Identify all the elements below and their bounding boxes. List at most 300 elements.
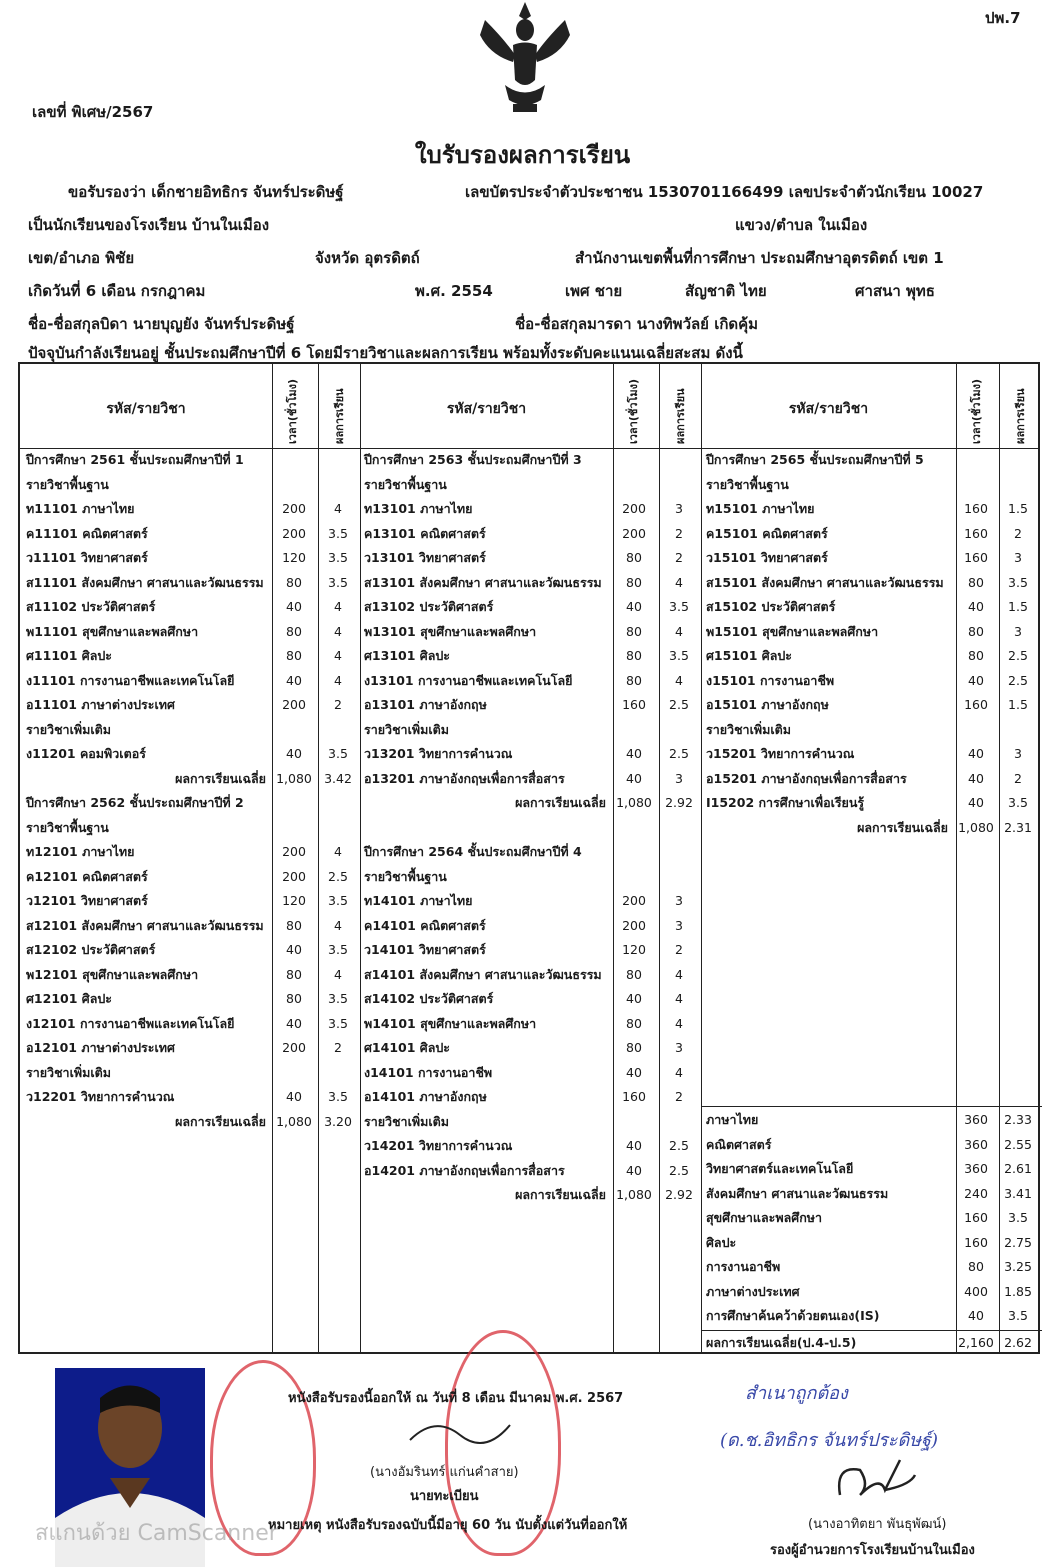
grade-value: 4 bbox=[334, 501, 342, 516]
subject-row bbox=[706, 1182, 1038, 1207]
hours-value: 80 bbox=[626, 574, 642, 590]
hours-value: 200 bbox=[622, 917, 646, 933]
subject-name: ท11101 ภาษาไทย bbox=[26, 501, 135, 516]
hours-value: 160 bbox=[964, 697, 988, 712]
subject-name: ส13101 สังคมศึกษา ศาสนาและวัฒนธรรม bbox=[364, 574, 602, 590]
subject-name: ง11201 คอมพิวเตอร์ bbox=[26, 746, 146, 761]
subject-name: อ15101 ภาษาอังกฤษ bbox=[706, 697, 829, 712]
subject-row bbox=[364, 522, 699, 547]
director-signature bbox=[830, 1455, 920, 1505]
grade-value: 3 bbox=[675, 770, 683, 786]
average-row bbox=[26, 1110, 360, 1135]
hours-value: 80 bbox=[286, 917, 302, 933]
subject-name: พ11101 สุขศึกษาและพลศึกษา bbox=[26, 623, 199, 639]
hours-value: 80 bbox=[286, 648, 302, 663]
hours-value: 80 bbox=[968, 648, 984, 663]
subject-name: ว15201 วิทยาการคำนวณ bbox=[706, 746, 855, 761]
subject-name: ค11101 คณิตศาสตร์ bbox=[26, 525, 148, 541]
subject-row bbox=[706, 791, 1038, 816]
hours-value: 1,080 bbox=[958, 819, 994, 835]
hours-value: 160 bbox=[964, 525, 988, 541]
subject-row bbox=[706, 1133, 1038, 1158]
director-title: รองผู้อำนวยการโรงเรียนบ้านในเมือง bbox=[770, 1543, 975, 1558]
hours-value: 40 bbox=[626, 1162, 642, 1178]
subject-name: รายวิชาพื้นฐาน bbox=[364, 476, 447, 492]
grade-value: 2.55 bbox=[1004, 1136, 1032, 1152]
subject-name: รายวิชาพื้นฐาน bbox=[26, 819, 109, 835]
subject-name: ส11102 ประวัติศาสตร์ bbox=[26, 599, 156, 614]
subject-row bbox=[26, 718, 360, 743]
grade-value: 2.92 bbox=[665, 795, 693, 810]
grade-value: 2 bbox=[675, 550, 683, 565]
subject-row bbox=[26, 963, 360, 988]
subject-name: รายวิชาเพิ่มเติม bbox=[706, 721, 791, 737]
hours-value: 200 bbox=[282, 501, 306, 516]
hours-value: 40 bbox=[968, 1308, 984, 1323]
subject-row bbox=[26, 546, 360, 571]
mother-name-line: ชื่อ-ชื่อสกุลมารดา นางทิพวัลย์ เกิดคุ้ม bbox=[515, 315, 759, 333]
subject-name: ง13101 การงานอาชีพและเทคโนโลยี bbox=[364, 672, 573, 688]
subject-name: ผลการเรียนเฉลี่ย bbox=[515, 795, 606, 810]
birth-date-line: เกิดวันที่ 6 เดือน กรกฎาคม bbox=[28, 282, 206, 300]
grade-value: 2.5 bbox=[328, 868, 348, 884]
grade-value: 3 bbox=[1014, 746, 1022, 761]
subject-row bbox=[706, 1304, 1038, 1329]
province-line: จังหวัด อุตรดิตถ์ bbox=[315, 249, 420, 267]
subject-name: รายวิชาเพิ่มเติม bbox=[26, 721, 111, 737]
subject-row bbox=[364, 1085, 699, 1110]
subject-row bbox=[364, 938, 699, 963]
subject-row bbox=[364, 448, 699, 473]
grade-value: 2.75 bbox=[1004, 1234, 1032, 1250]
grade-value: 2 bbox=[1014, 525, 1022, 541]
hours-value: 80 bbox=[968, 574, 984, 590]
grade-value: 4 bbox=[675, 966, 683, 982]
column-years-3-4 bbox=[364, 448, 699, 1208]
hours-value: 360 bbox=[964, 1112, 988, 1127]
subject-row bbox=[706, 522, 1038, 547]
subject-name: ค14101 คณิตศาสตร์ bbox=[364, 917, 486, 933]
subject-name: ว11101 วิทยาศาสตร์ bbox=[26, 550, 148, 565]
grade-value: 3.5 bbox=[1008, 795, 1028, 810]
grade-value: 3.42 bbox=[324, 770, 352, 786]
grade-value: 1.5 bbox=[1008, 599, 1028, 614]
hours-value: 160 bbox=[964, 1210, 988, 1225]
grade-value: 2 bbox=[334, 1040, 342, 1055]
subject-name: ท14101 ภาษาไทย bbox=[364, 893, 473, 908]
subject-row bbox=[706, 571, 1038, 596]
subject-row bbox=[26, 1085, 360, 1110]
grade-value: 3.20 bbox=[324, 1113, 352, 1129]
subject-name: การศึกษาค้นคว้าด้วยตนเอง(IS) bbox=[706, 1308, 880, 1323]
subject-name: รายวิชาพื้นฐาน bbox=[364, 868, 447, 884]
grade-value: 2.5 bbox=[669, 697, 689, 712]
birth-year: พ.ศ. 2554 bbox=[415, 282, 493, 300]
subject-row bbox=[706, 1280, 1038, 1305]
hours-value: 1,080 bbox=[276, 1113, 312, 1129]
subject-name: ผลการเรียนเฉลี่ย bbox=[515, 1187, 606, 1202]
subject-row bbox=[364, 1061, 699, 1086]
subject-name: อ13101 ภาษาอังกฤษ bbox=[364, 697, 487, 712]
header-subject-3: รหัส/รายวิชา bbox=[788, 401, 869, 417]
subject-name: รายวิชาพื้นฐาน bbox=[26, 476, 109, 492]
subject-name: พ12101 สุขศึกษาและพลศึกษา bbox=[26, 966, 199, 982]
grade-value: 2 bbox=[675, 1089, 683, 1104]
subject-row bbox=[706, 1157, 1038, 1182]
hours-value: 40 bbox=[626, 1064, 642, 1080]
grade-value: 4 bbox=[675, 1064, 683, 1080]
subject-name: อ14101 ภาษาอังกฤษ bbox=[364, 1089, 487, 1104]
hours-value: 160 bbox=[622, 1089, 646, 1104]
grade-value: 2.5 bbox=[1008, 648, 1028, 663]
religion: ศาสนา พุทธ bbox=[855, 282, 935, 300]
average-row bbox=[364, 791, 699, 816]
subject-name: รายวิชาเพิ่มเติม bbox=[26, 1064, 111, 1080]
subject-name: ว13201 วิทยาการคำนวณ bbox=[364, 746, 513, 761]
header-hours-3: เวลา(ชั่วโมง) bbox=[970, 378, 983, 444]
subject-name: ว13101 วิทยาศาสตร์ bbox=[364, 550, 486, 565]
grade-value: 2.5 bbox=[1008, 672, 1028, 688]
subject-name: รายวิชาเพิ่มเติม bbox=[364, 721, 449, 737]
grade-value: 2.92 bbox=[665, 1187, 693, 1202]
hours-value: 80 bbox=[968, 1259, 984, 1274]
hours-value: 40 bbox=[286, 672, 302, 688]
subject-row bbox=[706, 1255, 1038, 1280]
subject-name: ง14101 การงานอาชีพ bbox=[364, 1064, 493, 1080]
subject-name: ง12101 การงานอาชีพและเทคโนโลยี bbox=[26, 1015, 235, 1031]
subject-row bbox=[706, 767, 1038, 792]
grade-value: 3 bbox=[675, 917, 683, 933]
hours-value: 2,160 bbox=[958, 1335, 994, 1350]
subject-name: รายวิชาพื้นฐาน bbox=[706, 476, 789, 492]
grade-value: 3 bbox=[675, 501, 683, 516]
grade-value: 3.5 bbox=[1008, 1308, 1028, 1323]
subject-name: ศ11101 ศิลปะ bbox=[26, 648, 113, 663]
hours-value: 200 bbox=[622, 525, 646, 541]
subject-name: ส11101 สังคมศึกษา ศาสนาและวัฒนธรรม bbox=[26, 574, 264, 590]
subject-name: ท13101 ภาษาไทย bbox=[364, 501, 473, 516]
sex: เพศ ชาย bbox=[565, 282, 623, 300]
subject-row bbox=[364, 693, 699, 718]
grade-value: 2.5 bbox=[669, 1138, 689, 1153]
grade-value: 2 bbox=[1014, 770, 1022, 786]
subject-name: ส12101 สังคมศึกษา ศาสนาและวัฒนธรรม bbox=[26, 917, 264, 933]
subject-row bbox=[26, 889, 360, 914]
subject-name: วิทยาศาสตร์และเทคโนโลยี bbox=[706, 1161, 854, 1176]
hours-value: 1,080 bbox=[276, 770, 312, 786]
subject-name: ส15101 สังคมศึกษา ศาสนาและวัฒนธรรม bbox=[706, 574, 944, 590]
student-id-line: เลขบัตรประจำตัวประชาชน 1530701166499 เลขประจำตัวนักเรียน 10027 bbox=[465, 183, 984, 201]
hours-value: 200 bbox=[282, 697, 306, 712]
school-line: เป็นนักเรียนของโรงเรียน บ้านในเมือง bbox=[28, 216, 270, 234]
hours-value: 160 bbox=[622, 697, 646, 712]
subject-row bbox=[26, 987, 360, 1012]
subject-row bbox=[364, 816, 699, 841]
subject-row bbox=[26, 840, 360, 865]
scanner-watermark: สแกนด้วย CamScanner bbox=[35, 1521, 278, 1546]
grade-value: 1.5 bbox=[1008, 697, 1028, 712]
grade-value: 3.5 bbox=[328, 746, 348, 761]
subject-name: พ13101 สุขศึกษาและพลศึกษา bbox=[364, 623, 537, 639]
grade-value: 2.5 bbox=[669, 746, 689, 761]
grade-value: 3.5 bbox=[328, 991, 348, 1006]
subject-row bbox=[26, 571, 360, 596]
subject-row bbox=[26, 865, 360, 890]
hours-value: 40 bbox=[968, 746, 984, 761]
subject-row bbox=[364, 571, 699, 596]
hours-value: 80 bbox=[626, 550, 642, 565]
average-row bbox=[26, 767, 360, 792]
subject-name: ส13102 ประวัติศาสตร์ bbox=[364, 599, 494, 614]
subject-row bbox=[364, 840, 699, 865]
subject-row bbox=[706, 1206, 1038, 1231]
subject-row bbox=[364, 669, 699, 694]
average-row bbox=[364, 1183, 699, 1208]
subject-name: ศ13101 ศิลปะ bbox=[364, 648, 451, 663]
subject-row bbox=[364, 497, 699, 522]
grade-value: 4 bbox=[334, 599, 342, 614]
hours-value: 120 bbox=[282, 893, 306, 908]
hours-value: 80 bbox=[286, 966, 302, 982]
hours-value: 40 bbox=[626, 599, 642, 614]
hours-value: 80 bbox=[626, 648, 642, 663]
subject-row bbox=[706, 742, 1038, 767]
grade-value: 2.62 bbox=[1004, 1335, 1032, 1350]
subject-name: ว14201 วิทยาการคำนวณ bbox=[364, 1138, 513, 1153]
subject-name: ศ15101 ศิลปะ bbox=[706, 648, 793, 663]
hours-value: 200 bbox=[282, 844, 306, 859]
registrar-title: นายทะเบียน bbox=[410, 1489, 479, 1504]
subject-name: การงานอาชีพ bbox=[706, 1259, 781, 1274]
subject-row bbox=[364, 889, 699, 914]
hours-value: 40 bbox=[286, 746, 302, 761]
subject-name: พ15101 สุขศึกษาและพลศึกษา bbox=[706, 623, 879, 639]
subject-name: ศ12101 ศิลปะ bbox=[26, 991, 113, 1006]
hours-value: 40 bbox=[286, 1015, 302, 1031]
subject-row bbox=[364, 1012, 699, 1037]
subject-name: ส14101 สังคมศึกษา ศาสนาและวัฒนธรรม bbox=[364, 966, 602, 982]
subject-row bbox=[364, 644, 699, 669]
grade-value: 1.85 bbox=[1004, 1283, 1032, 1299]
subject-row bbox=[364, 718, 699, 743]
subject-row bbox=[364, 914, 699, 939]
subject-row bbox=[364, 963, 699, 988]
hours-value: 40 bbox=[626, 991, 642, 1006]
column-year-5 bbox=[706, 448, 1038, 840]
header-subject-2: รหัส/รายวิชา bbox=[446, 401, 527, 417]
hours-value: 200 bbox=[282, 1040, 306, 1055]
hours-value: 80 bbox=[968, 623, 984, 639]
subject-name: ผลการเรียนเฉลี่ย(ป.4-ป.5) bbox=[706, 1335, 857, 1350]
hours-value: 120 bbox=[282, 550, 306, 565]
subject-name: ส12102 ประวัติศาสตร์ bbox=[26, 942, 156, 957]
grade-value: 3.5 bbox=[328, 942, 348, 957]
hours-value: 80 bbox=[626, 623, 642, 639]
subject-row bbox=[364, 865, 699, 890]
subject-name: ส15102 ประวัติศาสตร์ bbox=[706, 599, 836, 614]
registrar-signature bbox=[405, 1410, 515, 1450]
hours-value: 1,080 bbox=[616, 795, 652, 810]
director-name: (นางอาทิตยา พันธุพัฒน์) bbox=[808, 1517, 947, 1532]
subject-row bbox=[706, 644, 1038, 669]
subject-row bbox=[706, 1108, 1038, 1133]
subject-row bbox=[364, 620, 699, 645]
grade-value: 2.5 bbox=[669, 1162, 689, 1178]
subject-row bbox=[364, 595, 699, 620]
subject-name: ท12101 ภาษาไทย bbox=[26, 844, 135, 859]
subject-name: ภาษาไทย bbox=[706, 1112, 759, 1127]
hours-value: 160 bbox=[964, 501, 988, 516]
header-grade-3: ผลการเรียน bbox=[1014, 388, 1027, 444]
grade-value: 2 bbox=[334, 697, 342, 712]
subject-row bbox=[26, 1061, 360, 1086]
subject-row bbox=[26, 1036, 360, 1061]
subject-row bbox=[364, 1134, 699, 1159]
subject-row bbox=[26, 473, 360, 498]
hours-value: 360 bbox=[964, 1161, 988, 1176]
hours-value: 80 bbox=[626, 1015, 642, 1031]
issue-date: หนังสือรับรองนี้ออกให้ ณ วันที่ 8 เดือน มีนาคม พ.ศ. 2567 bbox=[288, 1391, 624, 1406]
subject-name: ง15101 การงานอาชีพ bbox=[706, 672, 835, 688]
subject-row bbox=[706, 497, 1038, 522]
grade-value: 4 bbox=[675, 1015, 683, 1031]
hours-value: 1,080 bbox=[616, 1187, 652, 1202]
subject-row bbox=[706, 595, 1038, 620]
header-hours-1: เวลา(ชั่วโมง) bbox=[286, 378, 299, 444]
grade-value: 2.31 bbox=[1004, 819, 1032, 835]
subject-name: สุขศึกษาและพลศึกษา bbox=[706, 1210, 823, 1225]
subject-row bbox=[364, 1110, 699, 1135]
grade-value: 3 bbox=[675, 1040, 683, 1055]
subject-row bbox=[26, 669, 360, 694]
subject-row bbox=[706, 620, 1038, 645]
subject-name: ค13101 คณิตศาสตร์ bbox=[364, 525, 486, 541]
hours-value: 160 bbox=[964, 550, 988, 565]
hours-value: 80 bbox=[286, 574, 302, 590]
grade-value: 4 bbox=[334, 672, 342, 688]
grade-value: 3.5 bbox=[328, 893, 348, 908]
subject-name: ภาษาต่างประเทศ bbox=[706, 1283, 800, 1299]
hours-value: 40 bbox=[286, 1089, 302, 1104]
hours-value: 200 bbox=[622, 501, 646, 516]
subject-row bbox=[26, 791, 360, 816]
summary-total bbox=[706, 1331, 1038, 1356]
subject-row bbox=[364, 1036, 699, 1061]
hours-value: 400 bbox=[964, 1283, 988, 1299]
subject-name: อ15201 ภาษาอังกฤษเพื่อการสื่อสาร bbox=[706, 770, 907, 786]
grade-value: 4 bbox=[334, 648, 342, 663]
hours-value: 80 bbox=[626, 1040, 642, 1055]
subject-name: ว15101 วิทยาศาสตร์ bbox=[706, 550, 828, 565]
header-grade-1: ผลการเรียน bbox=[333, 388, 346, 444]
subject-row bbox=[364, 546, 699, 571]
subject-name: อ11101 ภาษาต่างประเทศ bbox=[26, 697, 175, 712]
grade-value: 3.5 bbox=[669, 648, 689, 663]
student-name-line: ขอรับรองว่า เด็กชายอิทธิกร จันทร์ประดิษฐ์ bbox=[68, 183, 344, 201]
grade-value: 4 bbox=[675, 574, 683, 590]
subject-row bbox=[26, 620, 360, 645]
grade-value: 3 bbox=[1014, 550, 1022, 565]
subject-row bbox=[706, 448, 1038, 473]
grade-value: 4 bbox=[675, 623, 683, 639]
subdistrict-line: แขวง/ตำบล ในเมือง bbox=[735, 216, 868, 234]
registrar-name: (นางอัมรินทร์ แก่นคำสาย) bbox=[370, 1465, 519, 1480]
grade-value: 4 bbox=[675, 672, 683, 688]
subject-name: ว12201 วิทยาการคำนวณ bbox=[26, 1089, 175, 1104]
grade-value: 2.33 bbox=[1004, 1112, 1032, 1127]
subject-row bbox=[26, 522, 360, 547]
subject-name: คณิตศาสตร์ bbox=[706, 1136, 772, 1152]
hours-value: 200 bbox=[622, 893, 646, 908]
subject-name: รายวิชาเพิ่มเติม bbox=[364, 1113, 449, 1129]
hours-value: 40 bbox=[286, 599, 302, 614]
grade-value: 3.5 bbox=[328, 1089, 348, 1104]
validity-note: หมายเหตุ หนังสือรับรองฉบับนี้มีอายุ 60 วัน นับตั้งแต่วันที่ออกให้ bbox=[268, 1518, 628, 1533]
form-number: ปพ.7 bbox=[985, 9, 1021, 27]
district-line: เขต/อำเภอ พิชัย bbox=[28, 249, 135, 267]
grade-value: 4 bbox=[334, 966, 342, 982]
grade-value: 2 bbox=[675, 525, 683, 541]
hours-value: 80 bbox=[626, 672, 642, 688]
hours-value: 80 bbox=[286, 623, 302, 639]
hours-value: 40 bbox=[626, 746, 642, 761]
subject-row bbox=[26, 497, 360, 522]
current-level-line: ปัจจุบันกำลังเรียนอยู่ ชั้นประถมศึกษาปีที่ 6 โดยมีรายวิชาและผลการเรียน พร้อมทั้งระดับคะแนนเฉลี่ยสะสม ดังนี้ bbox=[28, 344, 743, 362]
grade-value: 3.5 bbox=[669, 599, 689, 614]
grade-value: 1.5 bbox=[1008, 501, 1028, 516]
subject-row bbox=[364, 1159, 699, 1184]
subject-row bbox=[706, 1231, 1038, 1256]
subject-name: ปีการศึกษา 2563 ชั้นประถมศึกษาปีที่ 3 bbox=[364, 452, 582, 467]
subject-row bbox=[364, 473, 699, 498]
grade-value: 3 bbox=[675, 893, 683, 908]
subject-row bbox=[26, 644, 360, 669]
hours-value: 200 bbox=[282, 525, 306, 541]
grade-value: 2.61 bbox=[1004, 1161, 1032, 1176]
subject-row bbox=[26, 816, 360, 841]
grade-value: 3.25 bbox=[1004, 1259, 1032, 1274]
subject-row bbox=[706, 1331, 1038, 1356]
subject-name: I15202 การศึกษาเพื่อเรียนรู้ bbox=[706, 795, 865, 810]
hours-value: 120 bbox=[622, 942, 646, 957]
subject-row bbox=[706, 473, 1038, 498]
subject-name: ง11101 การงานอาชีพและเทคโนโลยี bbox=[26, 672, 235, 688]
hours-value: 40 bbox=[968, 599, 984, 614]
subject-name: ท15101 ภาษาไทย bbox=[706, 501, 815, 516]
grade-value: 3.5 bbox=[1008, 574, 1028, 590]
subject-name: ว12101 วิทยาศาสตร์ bbox=[26, 893, 148, 908]
hours-value: 40 bbox=[968, 795, 984, 810]
hours-value: 240 bbox=[964, 1185, 988, 1201]
certified-copy-note: สำเนาถูกต้อง bbox=[745, 1383, 848, 1404]
hours-value: 160 bbox=[964, 1234, 988, 1250]
subject-row bbox=[26, 914, 360, 939]
education-area-line: สำนักงานเขตพื้นที่การศึกษา ประถมศึกษาอุตรดิตถ์ เขต 1 bbox=[575, 249, 944, 267]
subject-row bbox=[706, 718, 1038, 743]
subject-name: ส14102 ประวัติศาสตร์ bbox=[364, 991, 494, 1006]
subject-name: ปีการศึกษา 2561 ชั้นประถมศึกษาปีที่ 1 bbox=[26, 452, 244, 467]
father-name-line: ชื่อ-ชื่อสกุลบิดา นายบุญยัง จันทร์ประดิษฐ์ bbox=[28, 315, 295, 333]
grade-value: 4 bbox=[334, 623, 342, 639]
subject-row bbox=[26, 693, 360, 718]
header-grade-2: ผลการเรียน bbox=[674, 388, 687, 444]
subject-row bbox=[706, 546, 1038, 571]
hours-value: 40 bbox=[968, 770, 984, 786]
subject-row bbox=[364, 767, 699, 792]
subject-name: ปีการศึกษา 2562 ชั้นประถมศึกษาปีที่ 2 bbox=[26, 795, 244, 810]
subject-name: อ13201 ภาษาอังกฤษเพื่อการสื่อสาร bbox=[364, 770, 565, 786]
hours-value: 40 bbox=[626, 770, 642, 786]
